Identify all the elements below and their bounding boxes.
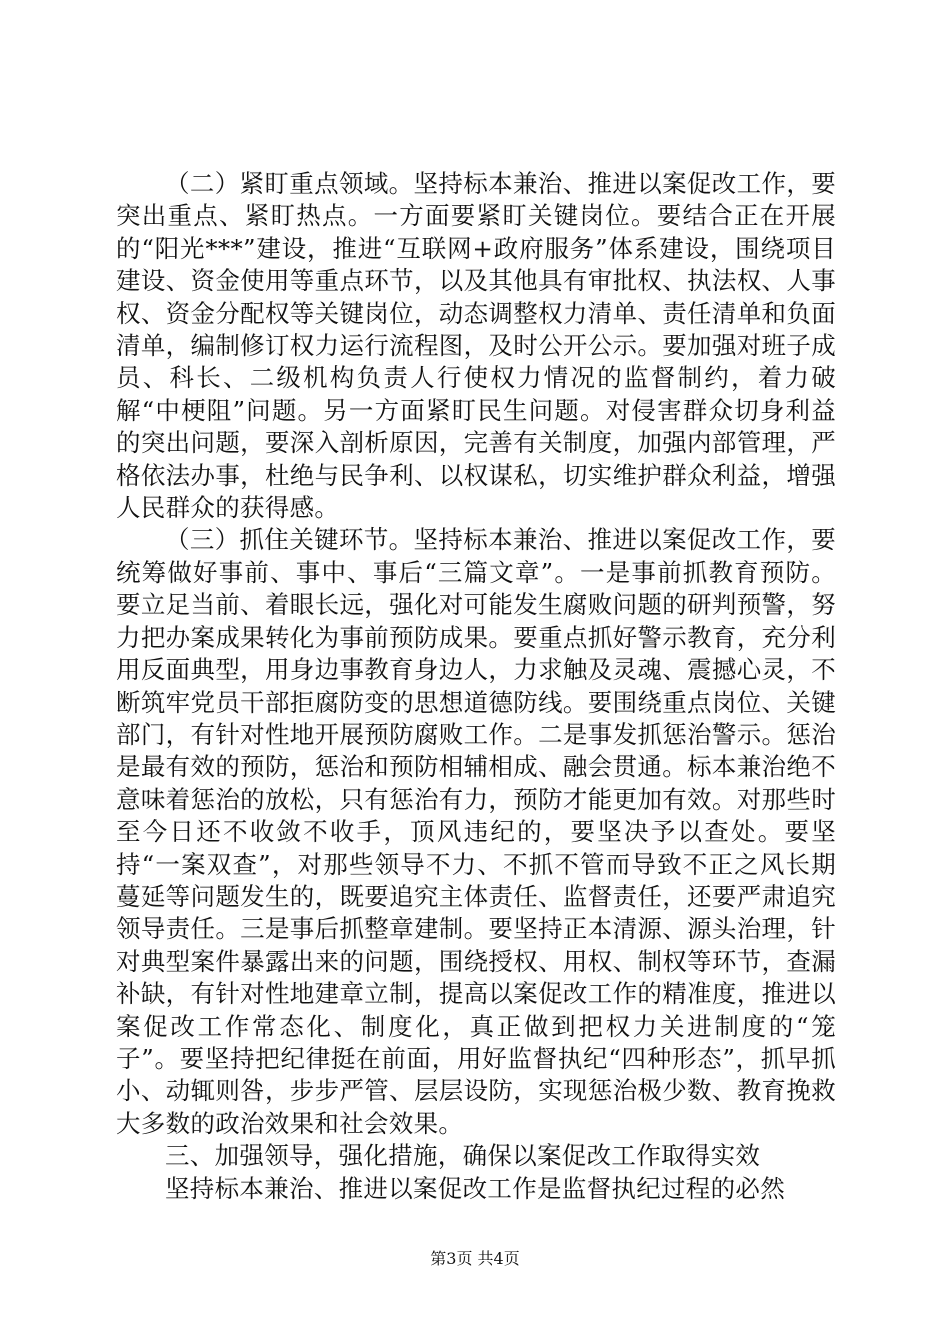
paragraph-focus-key-areas: （二）紧盯重点领域。坚持标本兼治、推进以案促改工作，要突出重点、紧盯热点。一方面要紧盯关键岗位。要结合正在开展的“阳光***”建设，推进“互联网+政府服务”体系建设，围绕项目建设、资金使用等重点环节，以及其他具有审批权、执法权、人事权、资金分配权等关键岗位，动态调整权力清单、责任清单和负面清单，编制修订权力运行流程图，及时公开公示。要加强对班子成员、科长、二级机构负责人行使权力情况的监督制约，着力破解“中梗阻”问题。另一方面紧盯民生问题。对侵害群众切身利益的突出问题，要深入剖析原因，完善有关制度，加强内部管理，严格依法办事，杜绝与民争利、以权谋私，切实维护群众利益，增强人民群众的获得感。 bbox=[116, 169, 836, 523]
document-body bbox=[116, 168, 836, 1205]
section-heading: 三、加强领导，强化措施，确保以案促改工作取得实效 bbox=[165, 1141, 761, 1171]
paragraph-final: 坚持标本兼治、推进以案促改工作是监督执纪过程的必然 bbox=[165, 1173, 785, 1203]
page-number-footer: 第3页 共4页 bbox=[430, 1249, 520, 1268]
paragraph-key-links: （三）抓住关键环节。坚持标本兼治、推进以案促改工作，要统筹做好事前、事中、事后“三篇文章”。一是事前抓教育预防。要立足当前、着眼长远，强化对可能发生腐败问题的研判预警，努力把办案成果转化为事前预防成果。要重点抓好警示教育，充分利用反面典型，用身边事教育身边人，力求触及灵魂、震撼心灵，不断筑牢党员干部拒腐防变的思想道德防线。要围绕重点岗位、关键部门，有针对性地开展预防腐败工作。二是事发抓惩治警示。惩治是最有效的预防，惩治和预防相辅相成、融会贯通。标本兼治绝不意味着惩治的放松，只有惩治有力，预防才能更加有效。对那些时至今日还不收敛不收手，顶风违纪的，要坚决予以查处。要坚持“一案双查”，对那些领导不力、不抓不管而导致不正之风长期蔓延等问题发生的，既要追究主体责任、监督责任，还要严肃追究领导责任。三是事后抓整章建制。要坚持正本清源、源头治理，针对典型案件暴露出来的问题，围绕授权、用权、制权等环节，查漏补缺，有针对性地建章立制，提高以案促改工作的精准度，推进以案促改工作常态化、制度化，真正做到把权力关进制度的“笼子”。要坚持把纪律挺在前面，用好监督执纪“四种形态”，抓早抓小、动辄则咎，步步严管、层层设防，实现惩治极少数、教育挽救大多数的政治效果和社会效果。 bbox=[116, 525, 836, 1138]
